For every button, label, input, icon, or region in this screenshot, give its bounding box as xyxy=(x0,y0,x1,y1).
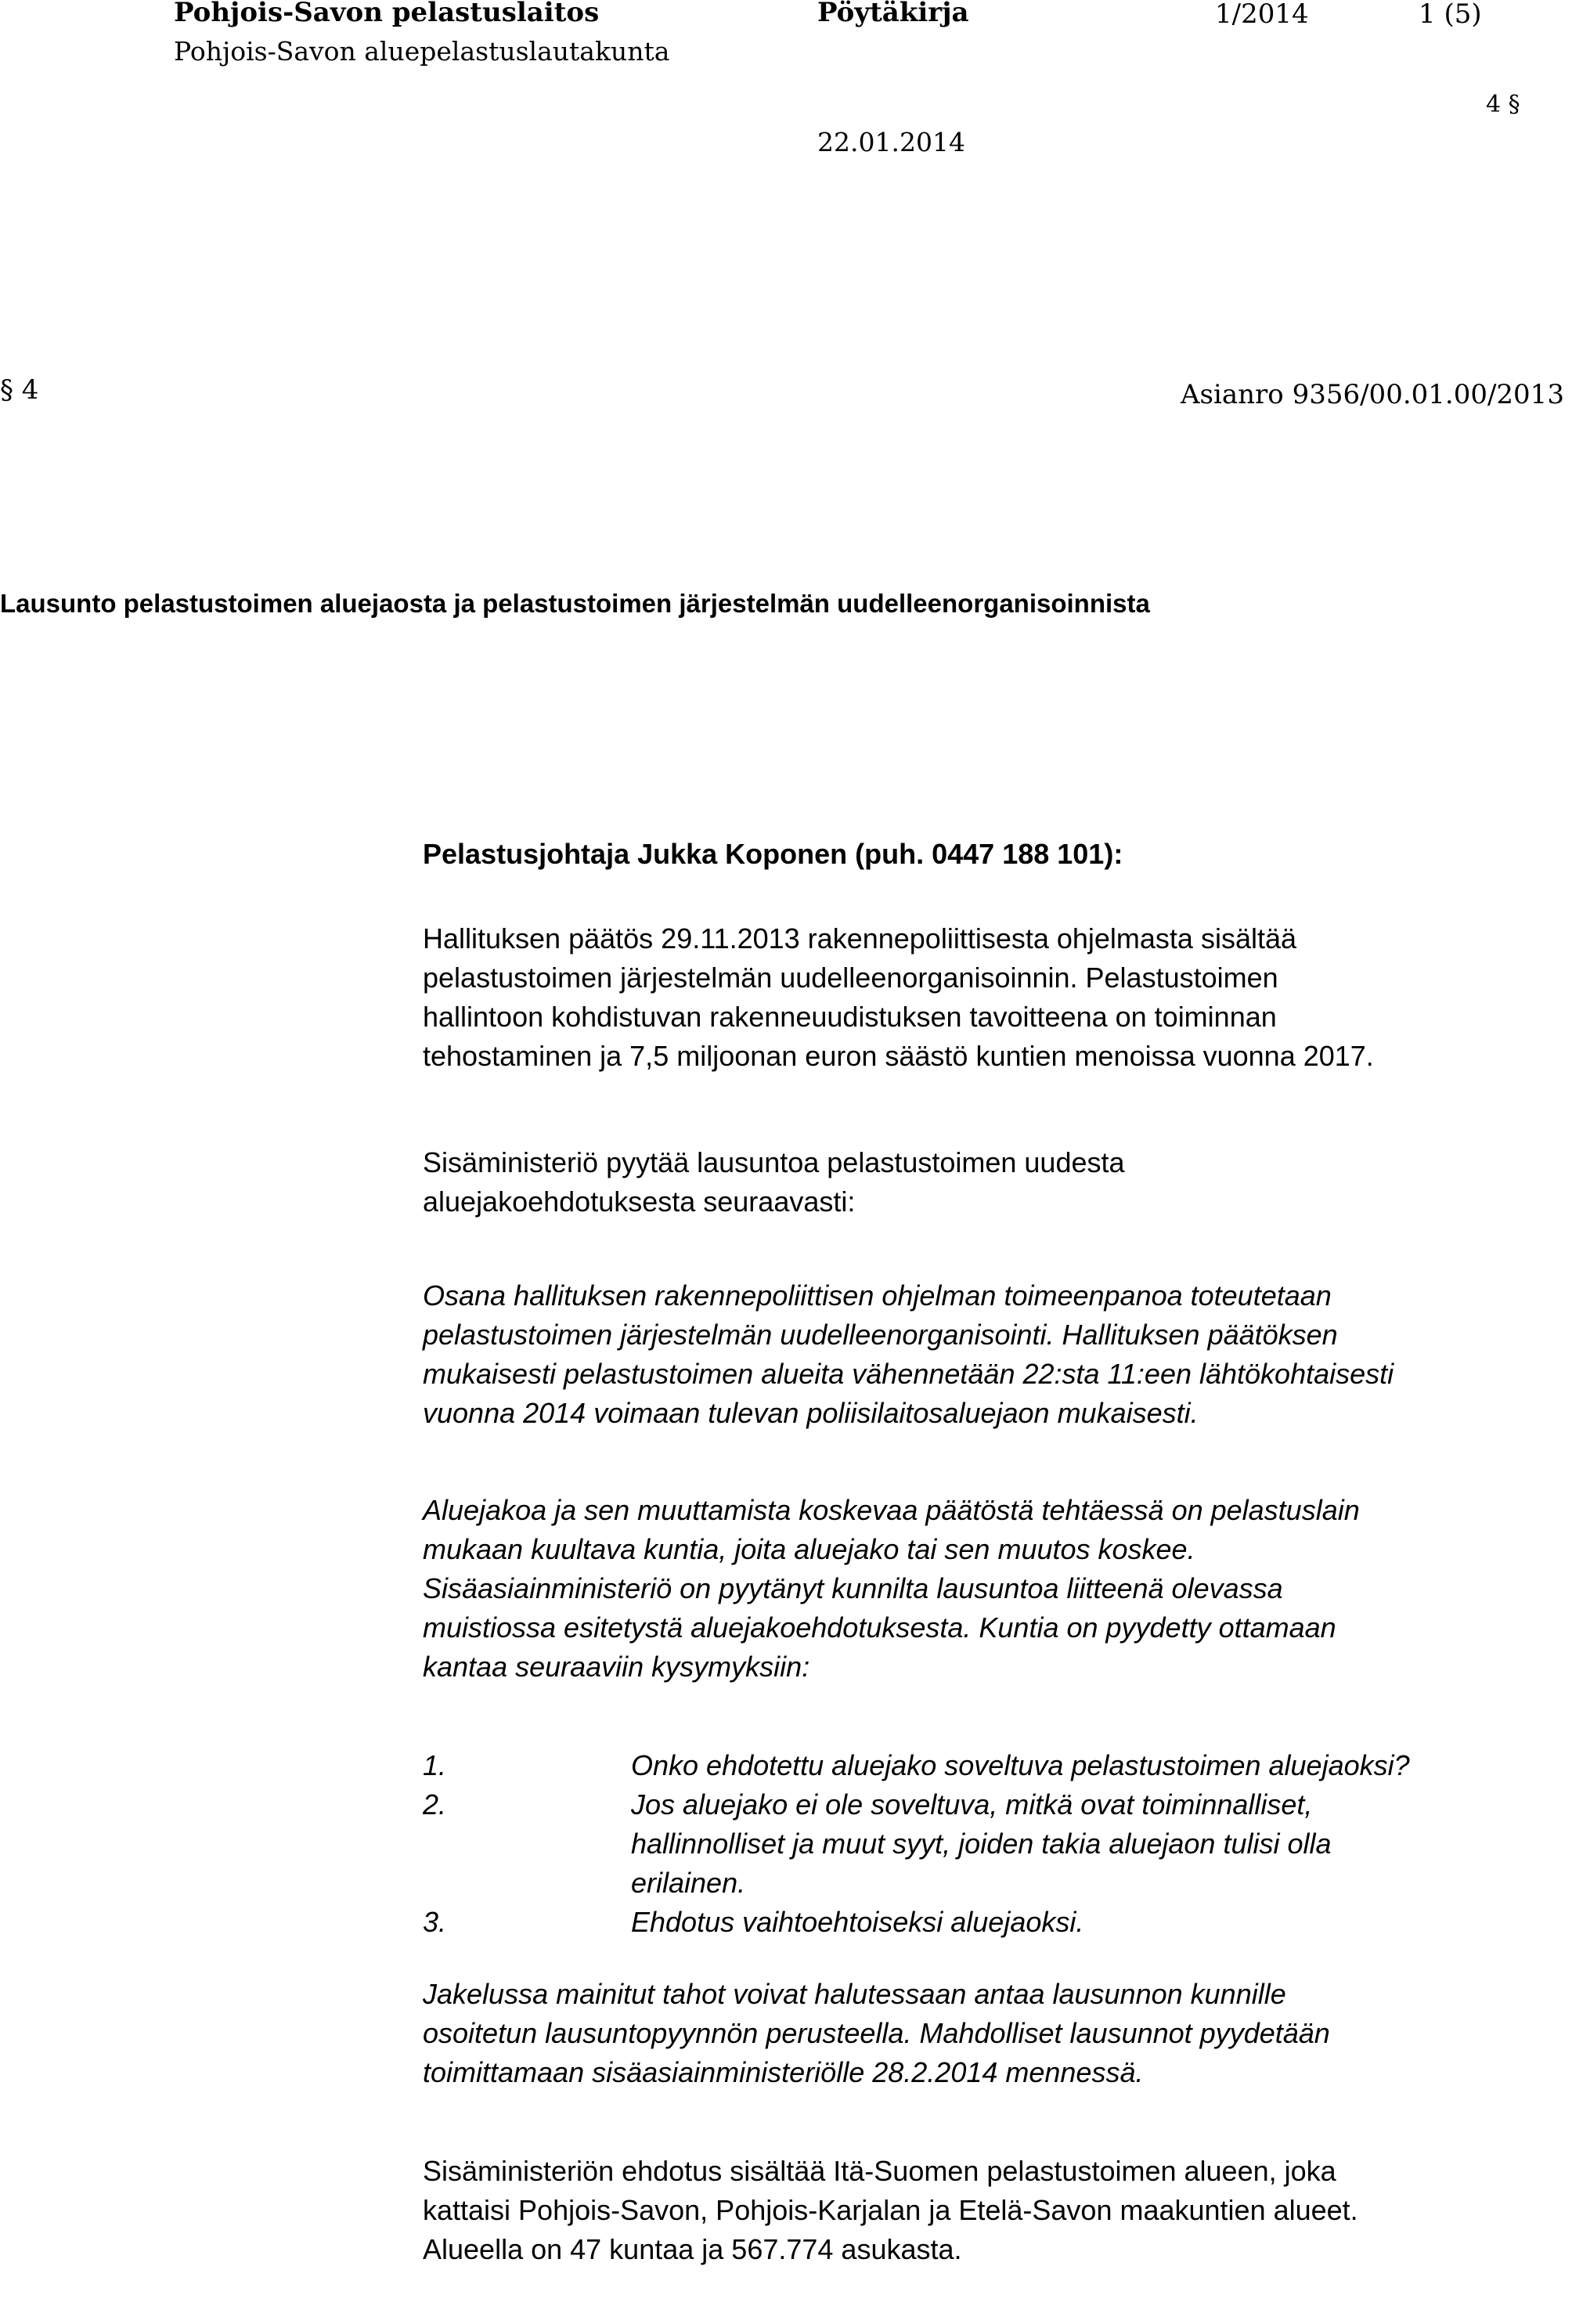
text-line: tehostaminen ja 7,5 miljoonan euron säästö kuntien menoissa vuonna 2017. xyxy=(423,1040,1374,1072)
page-number: 1 (5) xyxy=(1419,0,1482,30)
text-line: pelastustoimen järjestelmän uudelleenorganisoinnin. Pelastustoimen xyxy=(423,962,1278,994)
text-line: Aluejakoa ja sen muuttamista koskevaa päätöstä tehtäessä on pelastuslain xyxy=(423,1494,1360,1526)
text-line: erilainen. xyxy=(631,1867,746,1899)
list-text xyxy=(631,1785,1566,1903)
organization-name: Pohjois-Savon pelastuslaitos xyxy=(174,0,600,28)
quote-paragraph-3 xyxy=(423,1975,1566,2092)
paragraph-proposal xyxy=(423,2152,1566,2269)
list-text xyxy=(631,1746,1566,1785)
header-section: 4 § xyxy=(1486,91,1520,118)
text-line: Alueella on 47 kuntaa ja 567.774 asukasta. xyxy=(423,2233,962,2265)
paragraph-government-decision xyxy=(423,919,1566,1076)
text-line: Ehdotus vaihtoehtoiseksi aluejaoksi. xyxy=(631,1906,1084,1938)
text-line: Osana hallituksen rakennepoliittisen ohjelman toimeenpanoa toteutetaan xyxy=(423,1279,1332,1312)
list-item xyxy=(423,1785,1566,1903)
text-line: Onko ehdotettu aluejako soveltuva pelastustoimen aluejaoksi? xyxy=(631,1749,1410,1781)
document-type: Pöytäkirja xyxy=(817,0,969,28)
quote-paragraph-1 xyxy=(423,1276,1566,1433)
question-list xyxy=(423,1746,1566,1942)
text-line: Hallituksen päätös 29.11.2013 rakennepoliittisesta ohjelmasta sisältää xyxy=(423,922,1297,955)
text-line: hallintoon kohdistuvan rakenneuudistuksen tavoitteena on toiminnan xyxy=(423,1001,1277,1033)
text-line: aluejakoehdotuksesta seuraavasti: xyxy=(423,1185,856,1218)
section-symbol: § 4 xyxy=(0,374,39,406)
text-line: mukaan kuultava kuntia, joita aluejako tai sen muutos koskee. xyxy=(423,1533,1195,1565)
text-line: hallinnolliset ja muut syyt, joiden takia aluejaon tulisi olla xyxy=(631,1828,1332,1860)
text-line: Sisäministeriö pyytää lausuntoa pelastustoimen uudesta xyxy=(423,1146,1125,1178)
committee-name: Pohjois-Savon aluepelastuslautakunta xyxy=(174,36,670,67)
text-line: Jakelussa mainitut tahot voivat halutessaan antaa lausunnon kunnille xyxy=(423,1978,1286,2010)
quote-paragraph-2 xyxy=(423,1491,1566,1687)
text-line: kattaisi Pohjois-Savon, Pohjois-Karjalan ja Etelä-Savon maakuntien alueet. xyxy=(423,2194,1358,2226)
text-line: pelastustoimen järjestelmän uudelleenorganisointi. Hallituksen päätöksen xyxy=(423,1319,1338,1351)
text-line: toimittamaan sisäasiainministeriölle 28.2.2014 mennessä. xyxy=(423,2056,1144,2088)
paragraph-ministry-request xyxy=(423,1143,1566,1222)
list-item xyxy=(423,1903,1566,1942)
list-text xyxy=(631,1903,1566,1942)
text-line: mukaisesti pelastustoimen alueita vähennetään 22:sta 11:een lähtökohtaisesti xyxy=(423,1358,1394,1390)
document-number: 1/2014 xyxy=(1215,0,1309,30)
presenter-text: Pelastusjohtaja Jukka Koponen (puh. 0447 188 101): xyxy=(423,838,1123,870)
text-line: vuonna 2014 voimaan tulevan poliisilaitosaluejaon mukaisesti. xyxy=(423,1397,1199,1429)
text-line: Jos aluejako ei ole soveltuva, mitkä ovat toiminnalliset, xyxy=(631,1788,1313,1821)
case-number: Asianro 9356/00.01.00/2013 xyxy=(1181,379,1564,410)
list-item xyxy=(423,1746,1566,1785)
text-line: osoitetun lausuntopyynnön perusteella. Mahdolliset lausunnot pyydetään xyxy=(423,2017,1330,2049)
document-title: Lausunto pelastustoimen aluejaosta ja pelastustoimen järjestelmän uudelleenorganisoinnista xyxy=(0,589,1150,618)
text-line: kantaa seuraaviin kysymyksiin: xyxy=(423,1651,810,1683)
list-number: 3. xyxy=(423,1906,447,1938)
list-number: 2. xyxy=(423,1788,447,1821)
text-line: Sisäministeriön ehdotus sisältää Itä-Suomen pelastustoimen alueen, joka xyxy=(423,2155,1336,2187)
list-number: 1. xyxy=(423,1749,447,1781)
presenter-line xyxy=(423,835,1566,874)
text-line: Sisäasiainministeriö on pyytänyt kunnilta lausuntoa liitteenä olevassa xyxy=(423,1572,1283,1604)
text-line: muistiossa esitetystä aluejakoehdotuksesta. Kuntia on pyydetty ottamaan xyxy=(423,1611,1336,1644)
document-date: 22.01.2014 xyxy=(817,127,965,157)
